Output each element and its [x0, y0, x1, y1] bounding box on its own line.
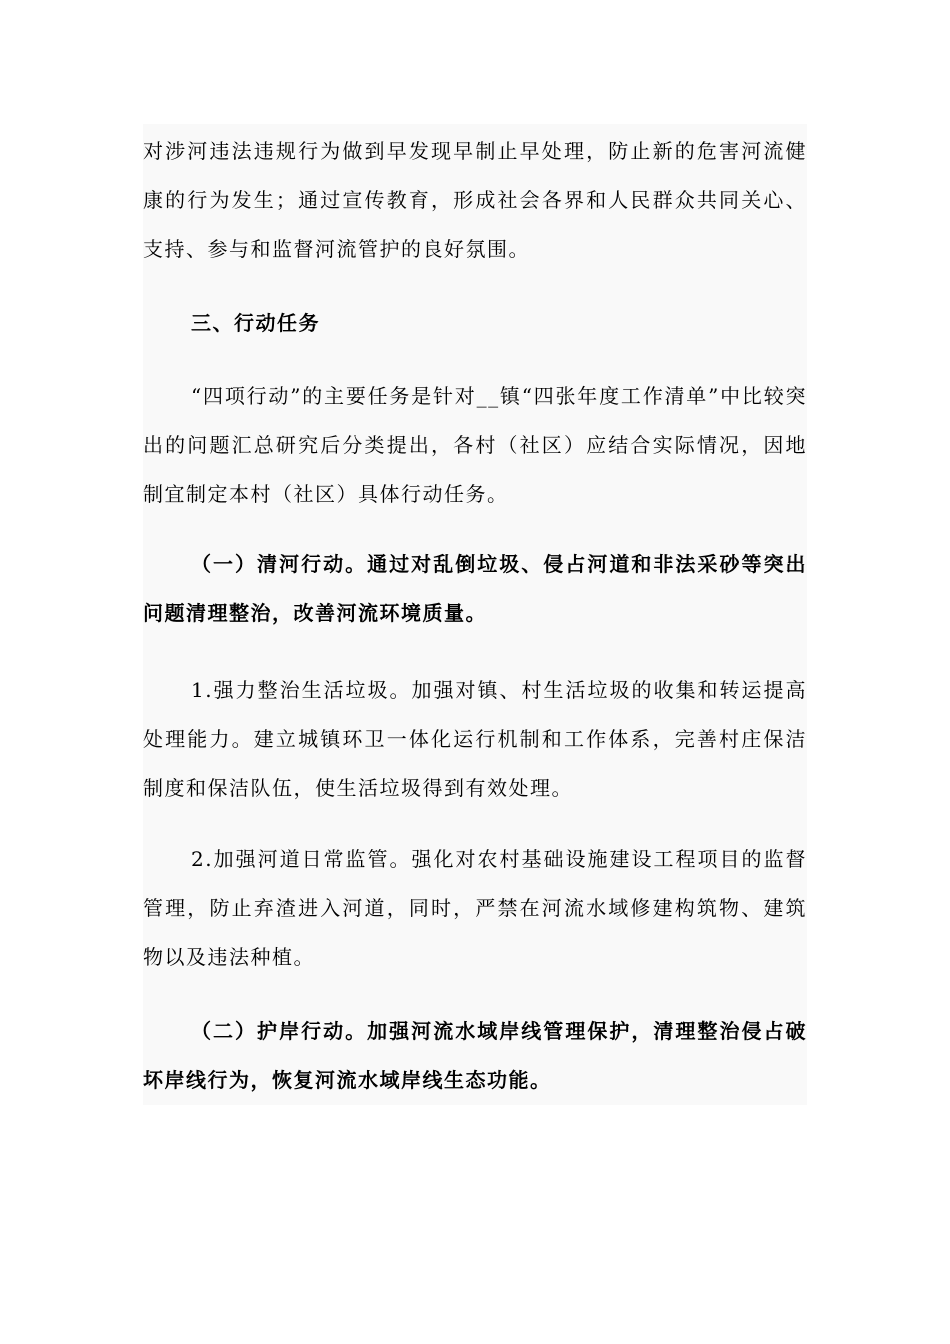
paragraph-item-2-supervision: 2.加强河道日常监管。强化对农村基础设施建设工程项目的监督管理，防止弃渣进入河道，同时，严禁在河流水域修建构筑物、建筑物以及违法种植。: [143, 847, 807, 969]
section-heading-action-tasks: 三、行动任务: [191, 311, 320, 335]
subheading-clean-river-action: （一）清河行动。通过对乱倒垃圾、侵占河道和非法采砂等突出问题清理整治，改善河流环境质量。: [143, 552, 807, 625]
paragraph-purpose-continuation: 对涉河违法违规行为做到早发现早制止早处理，防止新的危害河流健康的行为发生；通过宣传教育，形成社会各界和人民群众共同关心、支持、参与和监督河流管护的良好氛围。: [143, 139, 807, 261]
document-body: [143, 124, 807, 1105]
subheading-bank-protection-action: （二）护岸行动。加强河流水域岸线管理保护，清理整治侵占破坏岸线行为，恢复河流水域岸线生态功能。: [143, 1019, 807, 1092]
paragraph-task-overview: “四项行动”的主要任务是针对__镇“四张年度工作清单”中比较突出的问题汇总研究后分类提出，各村（社区）应结合实际情况，因地制宜制定本村（社区）具体行动任务。: [143, 384, 807, 506]
paragraph-item-1-garbage: 1.强力整治生活垃圾。加强对镇、村生活垃圾的收集和转运提高处理能力。建立城镇环卫一体化运行机制和工作体系，完善村庄保洁制度和保洁队伍，使生活垃圾得到有效处理。: [143, 678, 807, 800]
